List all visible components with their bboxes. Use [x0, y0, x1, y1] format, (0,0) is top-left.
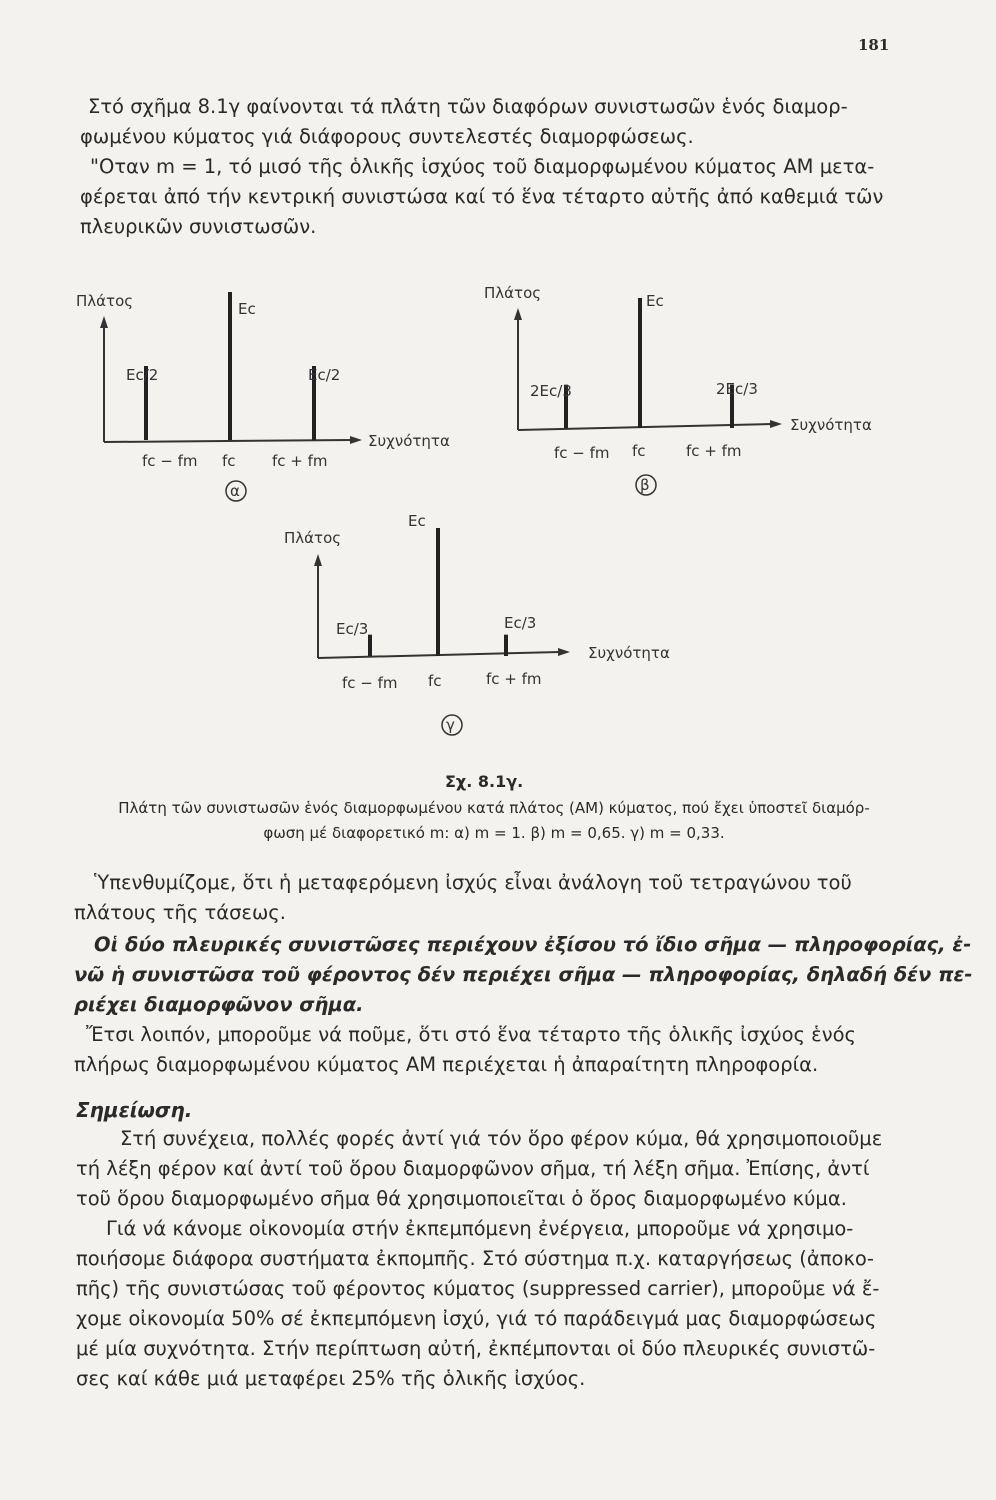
x-axis-label: Συχνότητα: [368, 432, 450, 450]
text-line: ποιήσομε διάφορα συστήματα ἐκπομπῆς. Στό σύστημα π.χ. καταργήσεως (ἀποκο-: [76, 1247, 874, 1270]
page-number: 181: [858, 36, 890, 54]
caption-line: Πλάτη τῶν συνιστωσῶν ἑνός διαμορφωμένου κατά πλάτος (AM) κύματος, πού ἔχει ὑποστεῖ διαμόρ-: [118, 799, 870, 817]
text-line: πλήρως διαμορφωμένου κύματος AM περιέχεται ἡ ἀπαραίτητη πληροφορία.: [74, 1053, 819, 1076]
bar-label: 2Ec/3: [716, 380, 758, 398]
panel-label: γ: [446, 716, 455, 734]
caption-line: φωση μέ διαφορετικό m: α) m = 1. β) m = 0,65. γ) m = 0,33.: [263, 824, 725, 842]
tick-label: fc + fm: [486, 670, 542, 688]
panel-gamma: [284, 512, 670, 735]
y-axis-label: Πλάτος: [76, 292, 134, 310]
text-line: σες καί κάθε μιά μεταφέρει 25% τῆς ὁλικῆς ἰσχύος.: [76, 1367, 586, 1390]
tick-label: fc: [428, 672, 442, 690]
bar-label: 2Ec/3: [530, 382, 572, 400]
note-paragraph: [76, 1124, 916, 1394]
text-line: πλάτους τῆς τάσεως.: [74, 901, 286, 924]
note-title: Σημείωση.: [76, 1098, 193, 1122]
panel-alpha: [76, 292, 450, 501]
tick-label: fc − fm: [554, 444, 610, 462]
bar-label: Ec/2: [126, 366, 159, 384]
tick-label: fc + fm: [272, 452, 328, 470]
conclusion-paragraph: [74, 1020, 914, 1080]
bar-label: Ec: [238, 300, 256, 318]
figure-caption-title: Σχ. 8.1γ.: [445, 772, 524, 791]
text-line: Στή συνέχεια, πολλές φορές ἀντί γιά τόν ὅρο φέρον κύμα, θά χρησιμοποιοῦμε: [120, 1127, 883, 1150]
tick-label: fc: [222, 452, 236, 470]
text-line: "Οταν m = 1, τό μισό τῆς ὁλικῆς ἰσχύος τοῦ διαμορφωμένου κύματος AM μετα-: [90, 155, 875, 178]
y-axis-label: Πλάτος: [284, 529, 342, 547]
panel-label: α: [230, 482, 240, 500]
text-line: τοῦ ὅρου διαμορφωμένο σῆμα θά χρησιμοποιεῖται ὁ ὅρος διαμορφωμένο κύμα.: [76, 1187, 847, 1210]
text-line: Στό σχῆμα 8.1γ φαίνονται τά πλάτη τῶν διαφόρων συνιστωσῶν ἑνός διαμορ-: [88, 95, 848, 118]
bar-label: Ec/3: [336, 620, 369, 638]
bar-label: Ec/2: [308, 366, 341, 384]
text-line: Οἱ δύο πλευρικές συνιστῶσες περιέχουν ἐξίσου τό ἴδιο σῆμα — πληροφορίας, ἐ-: [94, 933, 972, 956]
x-axis-label: Συχνότητα: [588, 644, 670, 662]
text-line: μέ μία συχνότητα. Στήν περίπτωση αὐτή, ἐκπέμπονται οἱ δύο πλευρικές συνιστῶ-: [76, 1337, 876, 1360]
reminder-paragraph: [74, 868, 914, 928]
x-axis-label: Συχνότητα: [790, 416, 872, 434]
text-line: φέρεται ἀπό τήν κεντρική συνιστώσα καί τό ἕνα τέταρτο αὐτῆς ἀπό καθεμιά τῶν: [80, 185, 884, 208]
figure-caption: [74, 796, 914, 846]
text-line: χομε οἰκονομία 50% σέ ἐκπεμπόμενη ἰσχύ, γιά τό παράδειγμά μας διαμορφώσεως: [76, 1307, 877, 1330]
bar-label: Ec: [408, 512, 426, 530]
tick-label: fc − fm: [142, 452, 198, 470]
y-axis-label: Πλάτος: [484, 284, 542, 302]
panel-beta: [484, 284, 872, 495]
panel-label: β: [640, 476, 650, 494]
text-line: τή λέξη φέρον καί ἀντί τοῦ ὅρου διαμορφῶνον σῆμα, τή λέξη σῆμα. Ἐπίσης, ἀντί: [76, 1157, 870, 1180]
text-line: φωμένου κύματος γιά διάφορους συντελεστές διαμορφώσεως.: [80, 125, 694, 148]
emphasis-paragraph: [74, 930, 973, 1020]
tick-label: fc − fm: [342, 674, 398, 692]
text-line: Γιά νά κάνομε οἰκονομία στήν ἐκπεμπόμενη ἐνέργεια, μποροῦμε νά χρησιμο-: [106, 1217, 854, 1240]
tick-label: fc: [632, 442, 646, 460]
text-line: πλευρικῶν συνιστωσῶν.: [80, 215, 317, 238]
tick-label: fc + fm: [686, 442, 742, 460]
x-axis: [104, 440, 352, 442]
text-line: πῆς) τῆς συνιστώσας τοῦ φέροντος κύματος (suppressed carrier), μποροῦμε νά ἔ-: [76, 1277, 880, 1300]
text-line: Ὑπενθυμίζομε, ὅτι ἡ μεταφερόμενη ἰσχύς εἶναι ἀνάλογη τοῦ τετραγώνου τοῦ: [94, 871, 852, 894]
bar-label: Ec: [646, 292, 664, 310]
text-line: Ἔτσι λοιπόν, μποροῦμε νά ποῦμε, ὅτι στό ἕνα τέταρτο τῆς ὁλικῆς ἰσχύος ἑνός: [86, 1023, 856, 1046]
bar-label: Ec/3: [504, 614, 537, 632]
text-line: νῶ ἡ συνιστῶσα τοῦ φέροντος δέν περιέχει σῆμα — πληροφορίας, δηλαδή δέν πε-: [74, 963, 973, 986]
text-line: ριέχει διαμορφῶνον σῆμα.: [74, 993, 364, 1016]
